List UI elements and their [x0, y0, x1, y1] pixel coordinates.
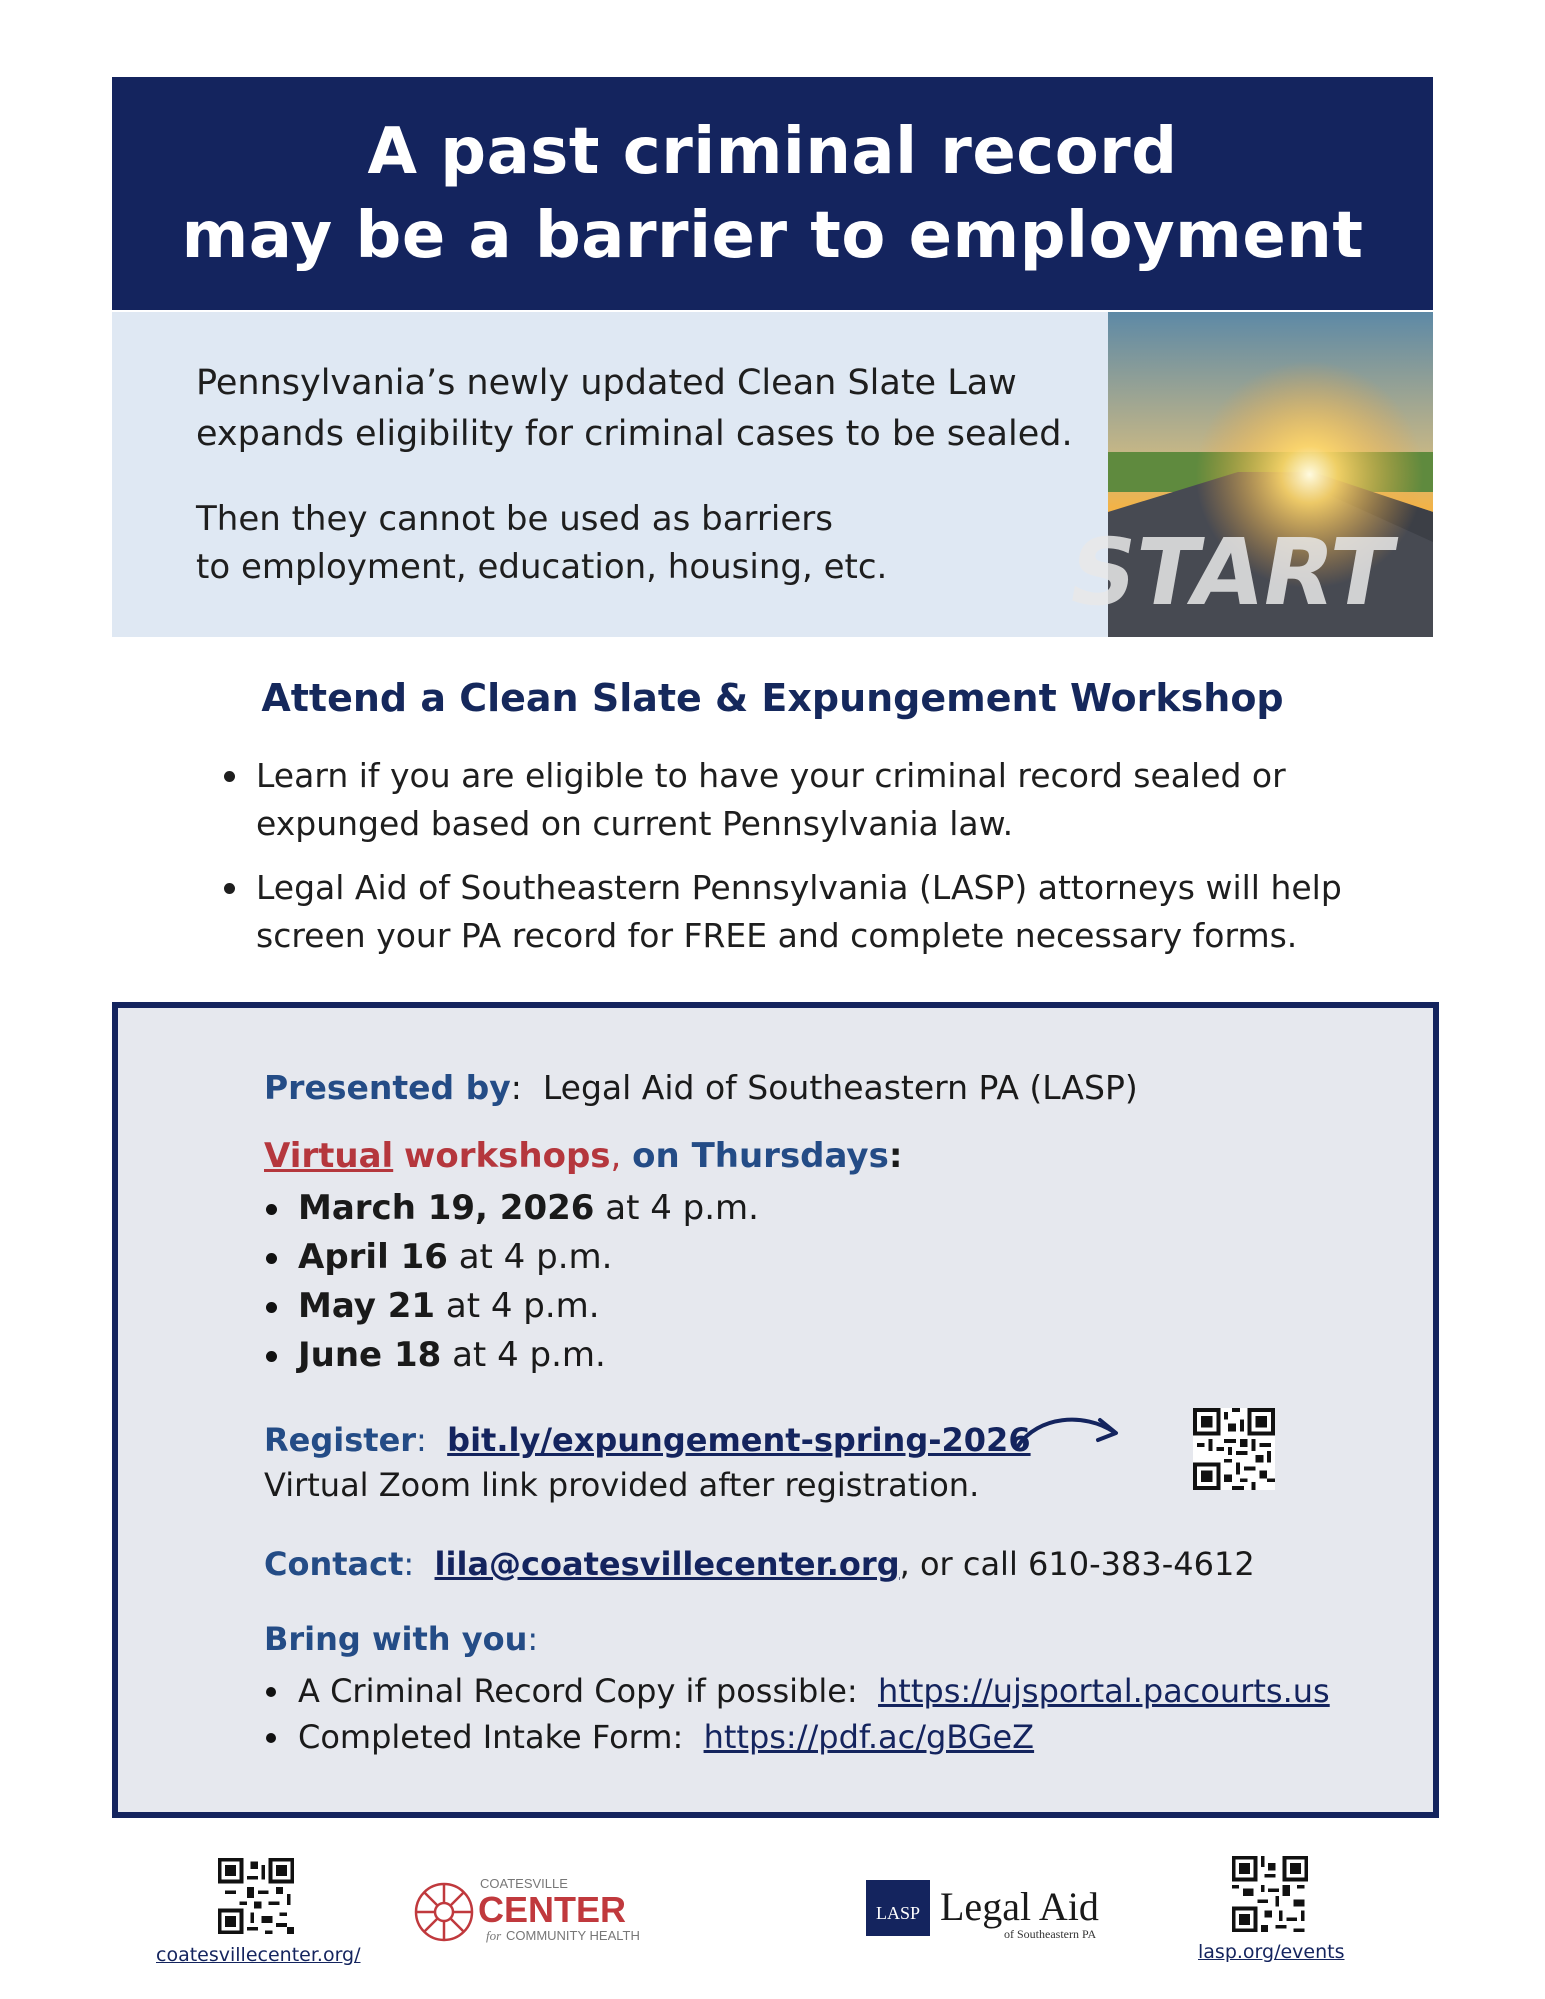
headline-line-1: A past criminal record	[367, 114, 1178, 189]
register-link[interactable]: bit.ly/expungement-spring-2026	[447, 1421, 1031, 1459]
start-road-photo	[1060, 312, 1433, 637]
svg-text:COATESVILLE: COATESVILLE	[480, 1876, 568, 1891]
list-item: Legal Aid of Southeastern Pennsylvania (LASP) attorneys will help screen your PA record for FREE and complete necessary forms.	[218, 864, 1368, 960]
workshop-bullets	[218, 752, 1368, 976]
intro-p1-line2: expands eligibility for criminal cases to be sealed.	[196, 414, 1073, 454]
intake-form-link[interactable]: https://pdf.ac/gBGeZ	[703, 1718, 1035, 1756]
workshop-dates	[264, 1184, 759, 1380]
ujsportal-link[interactable]: https://ujsportal.pacourts.us	[878, 1672, 1330, 1710]
intro-paragraph-1	[196, 358, 1073, 460]
lasp-qr-code-icon[interactable]	[1232, 1856, 1308, 1932]
date-item: March 19, 2026 at 4 p.m.	[264, 1184, 759, 1233]
list-item: Learn if you are eligible to have your criminal record sealed or expunged based on current Pennsylvania law.	[218, 752, 1368, 848]
date-item: April 16 at 4 p.m.	[264, 1233, 759, 1282]
intro-panel	[112, 312, 1108, 637]
svg-text:Legal Aid: Legal Aid	[940, 1884, 1099, 1929]
svg-text:LASP: LASP	[875, 1903, 921, 1923]
register-section: Register: bit.ly/expungement-spring-2026 Virtual Zoom link provided after registration.	[264, 1421, 1031, 1504]
bring-with-you-heading: Bring with you:	[264, 1620, 539, 1658]
road-start-text: START	[1060, 518, 1403, 626]
header-banner	[112, 77, 1433, 310]
coatesville-link[interactable]: coatesvillecenter.org/	[156, 1944, 361, 1966]
qr-code-icon[interactable]	[1193, 1408, 1275, 1490]
coatesville-qr-code-icon[interactable]	[218, 1858, 294, 1934]
virtual-workshops-heading: Virtual workshops, on Thursdays:	[264, 1136, 903, 1176]
svg-text:COMMUNITY HEALTH: COMMUNITY HEALTH	[506, 1928, 640, 1943]
coatesville-center-logo	[408, 1872, 668, 1956]
info-box	[112, 1002, 1439, 1818]
svg-text:CENTER: CENTER	[478, 1889, 627, 1930]
register-note: Virtual Zoom link provided after registration.	[264, 1466, 980, 1504]
arrow-icon	[1014, 1406, 1126, 1456]
contact-line: Contact: lila@coatesvillecenter.org, or call 610-383-4612	[264, 1545, 1255, 1583]
presented-by: Presented by: Legal Aid of Southeastern PA (LASP)	[264, 1068, 1138, 1107]
date-item: June 18 at 4 p.m.	[264, 1331, 759, 1380]
intro-p2-line2: to employment, education, housing, etc.	[196, 547, 888, 587]
date-item: May 21 at 4 p.m.	[264, 1282, 759, 1331]
legal-aid-logo	[866, 1876, 1136, 1950]
contact-email-link[interactable]: lila@coatesvillecenter.org	[434, 1545, 900, 1583]
bring-list	[264, 1668, 1330, 1760]
svg-text:of Southeastern PA: of Southeastern PA	[1004, 1927, 1097, 1941]
list-item: A Criminal Record Copy if possible: https://ujsportal.pacourts.us	[264, 1668, 1330, 1714]
workshop-title: Attend a Clean Slate & Expungement Workshop	[261, 676, 1284, 720]
intro-p2-line1: Then they cannot be used as barriers	[196, 499, 833, 539]
svg-text:for: for	[486, 1928, 502, 1943]
list-item: Completed Intake Form: https://pdf.ac/gBGeZ	[264, 1714, 1330, 1760]
lasp-events-link[interactable]: lasp.org/events	[1198, 1941, 1345, 1963]
headline-line-2: may be a barrier to employment	[181, 198, 1364, 273]
intro-p1-line1: Pennsylvania’s newly updated Clean Slate Law	[196, 363, 1017, 403]
intro-paragraph-2	[196, 495, 887, 591]
